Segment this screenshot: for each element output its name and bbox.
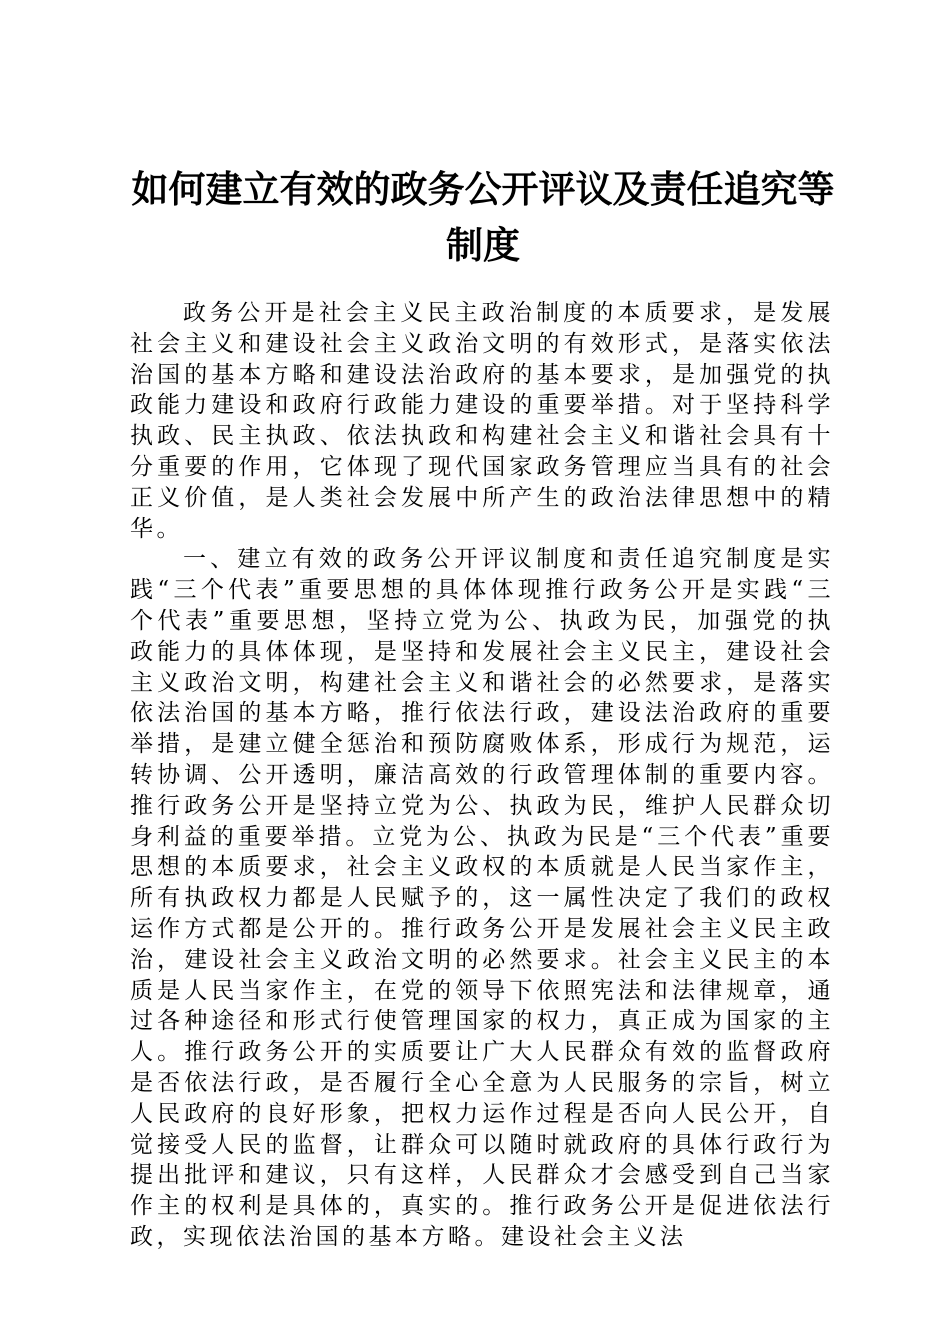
paragraph-intro: 政务公开是社会主义民主政治制度的本质要求，是发展社会主义和建设社会主义政治文明的有效形式，是落实依法治国的基本方略和建设法治政府的基本要求，是加强党的执政能力建设和政府行政能力建设的重要举措。对于坚持科学执政、民主执政、依法执政和构建社会主义和谐社会具有十分重要的作用，它体现了现代国家政务管理应当具有的社会正义价值，是人类社会发展中所产生的政治法律思想中的精华。: [130, 300, 834, 542]
paragraph-section-one: 一、建立有效的政务公开评议制度和责任追究制度是实践“三个代表”重要思想的具体体现推行政务公开是实践“三个代表”重要思想，坚持立党为公、执政为民，加强党的执政能力的具体体现，是坚持和发展社会主义民主，建设社会主义政治文明，构建社会主义和谐社会的必然要求，是落实依法治国的基本方略，推行依法行政，建设法治政府的重要举措，是建立健全惩治和预防腐败体系，形成行为规范，运转协调、公开透明，廉洁高效的行政管理体制的重要内容。推行政务公开是坚持立党为公、执政为民，维护人民群众切身利益的重要举措。立党为公、执政为民是“三个代表”重要思想的本质要求，社会主义政权的本质就是人民当家作主，所有执政权力都是人民赋予的，这一属性决定了我们的政权运作方式都是公开的。推行政务公开是发展社会主义民主政治，建设社会主义政治文明的必然要求。社会主义民主的本质是人民当家作主，在党的领导下依照宪法和法律规章，通过各种途径和形式行使管理国家的权力，真正成为国家的主人。推行政务公开的实质要让广大人民群众有效的监督政府是否依法行政，是否履行全心全意为人民服务的宗旨，树立人民政府的良好形象，把权力运作过程是否向人民公开，自觉接受人民的监督，让群众可以随时就政府的具体行政行为提出批评和建议，只有这样，人民群众才会感受到自己当家作主的权利是具体的，真实的。推行政务公开是促进依法行政，实现依法治国的基本方略。建设社会主义法: [130, 546, 834, 1250]
document-body: [130, 298, 834, 1253]
document-title: 如何建立有效的政务公开评议及责任追究等制度: [131, 168, 835, 267]
